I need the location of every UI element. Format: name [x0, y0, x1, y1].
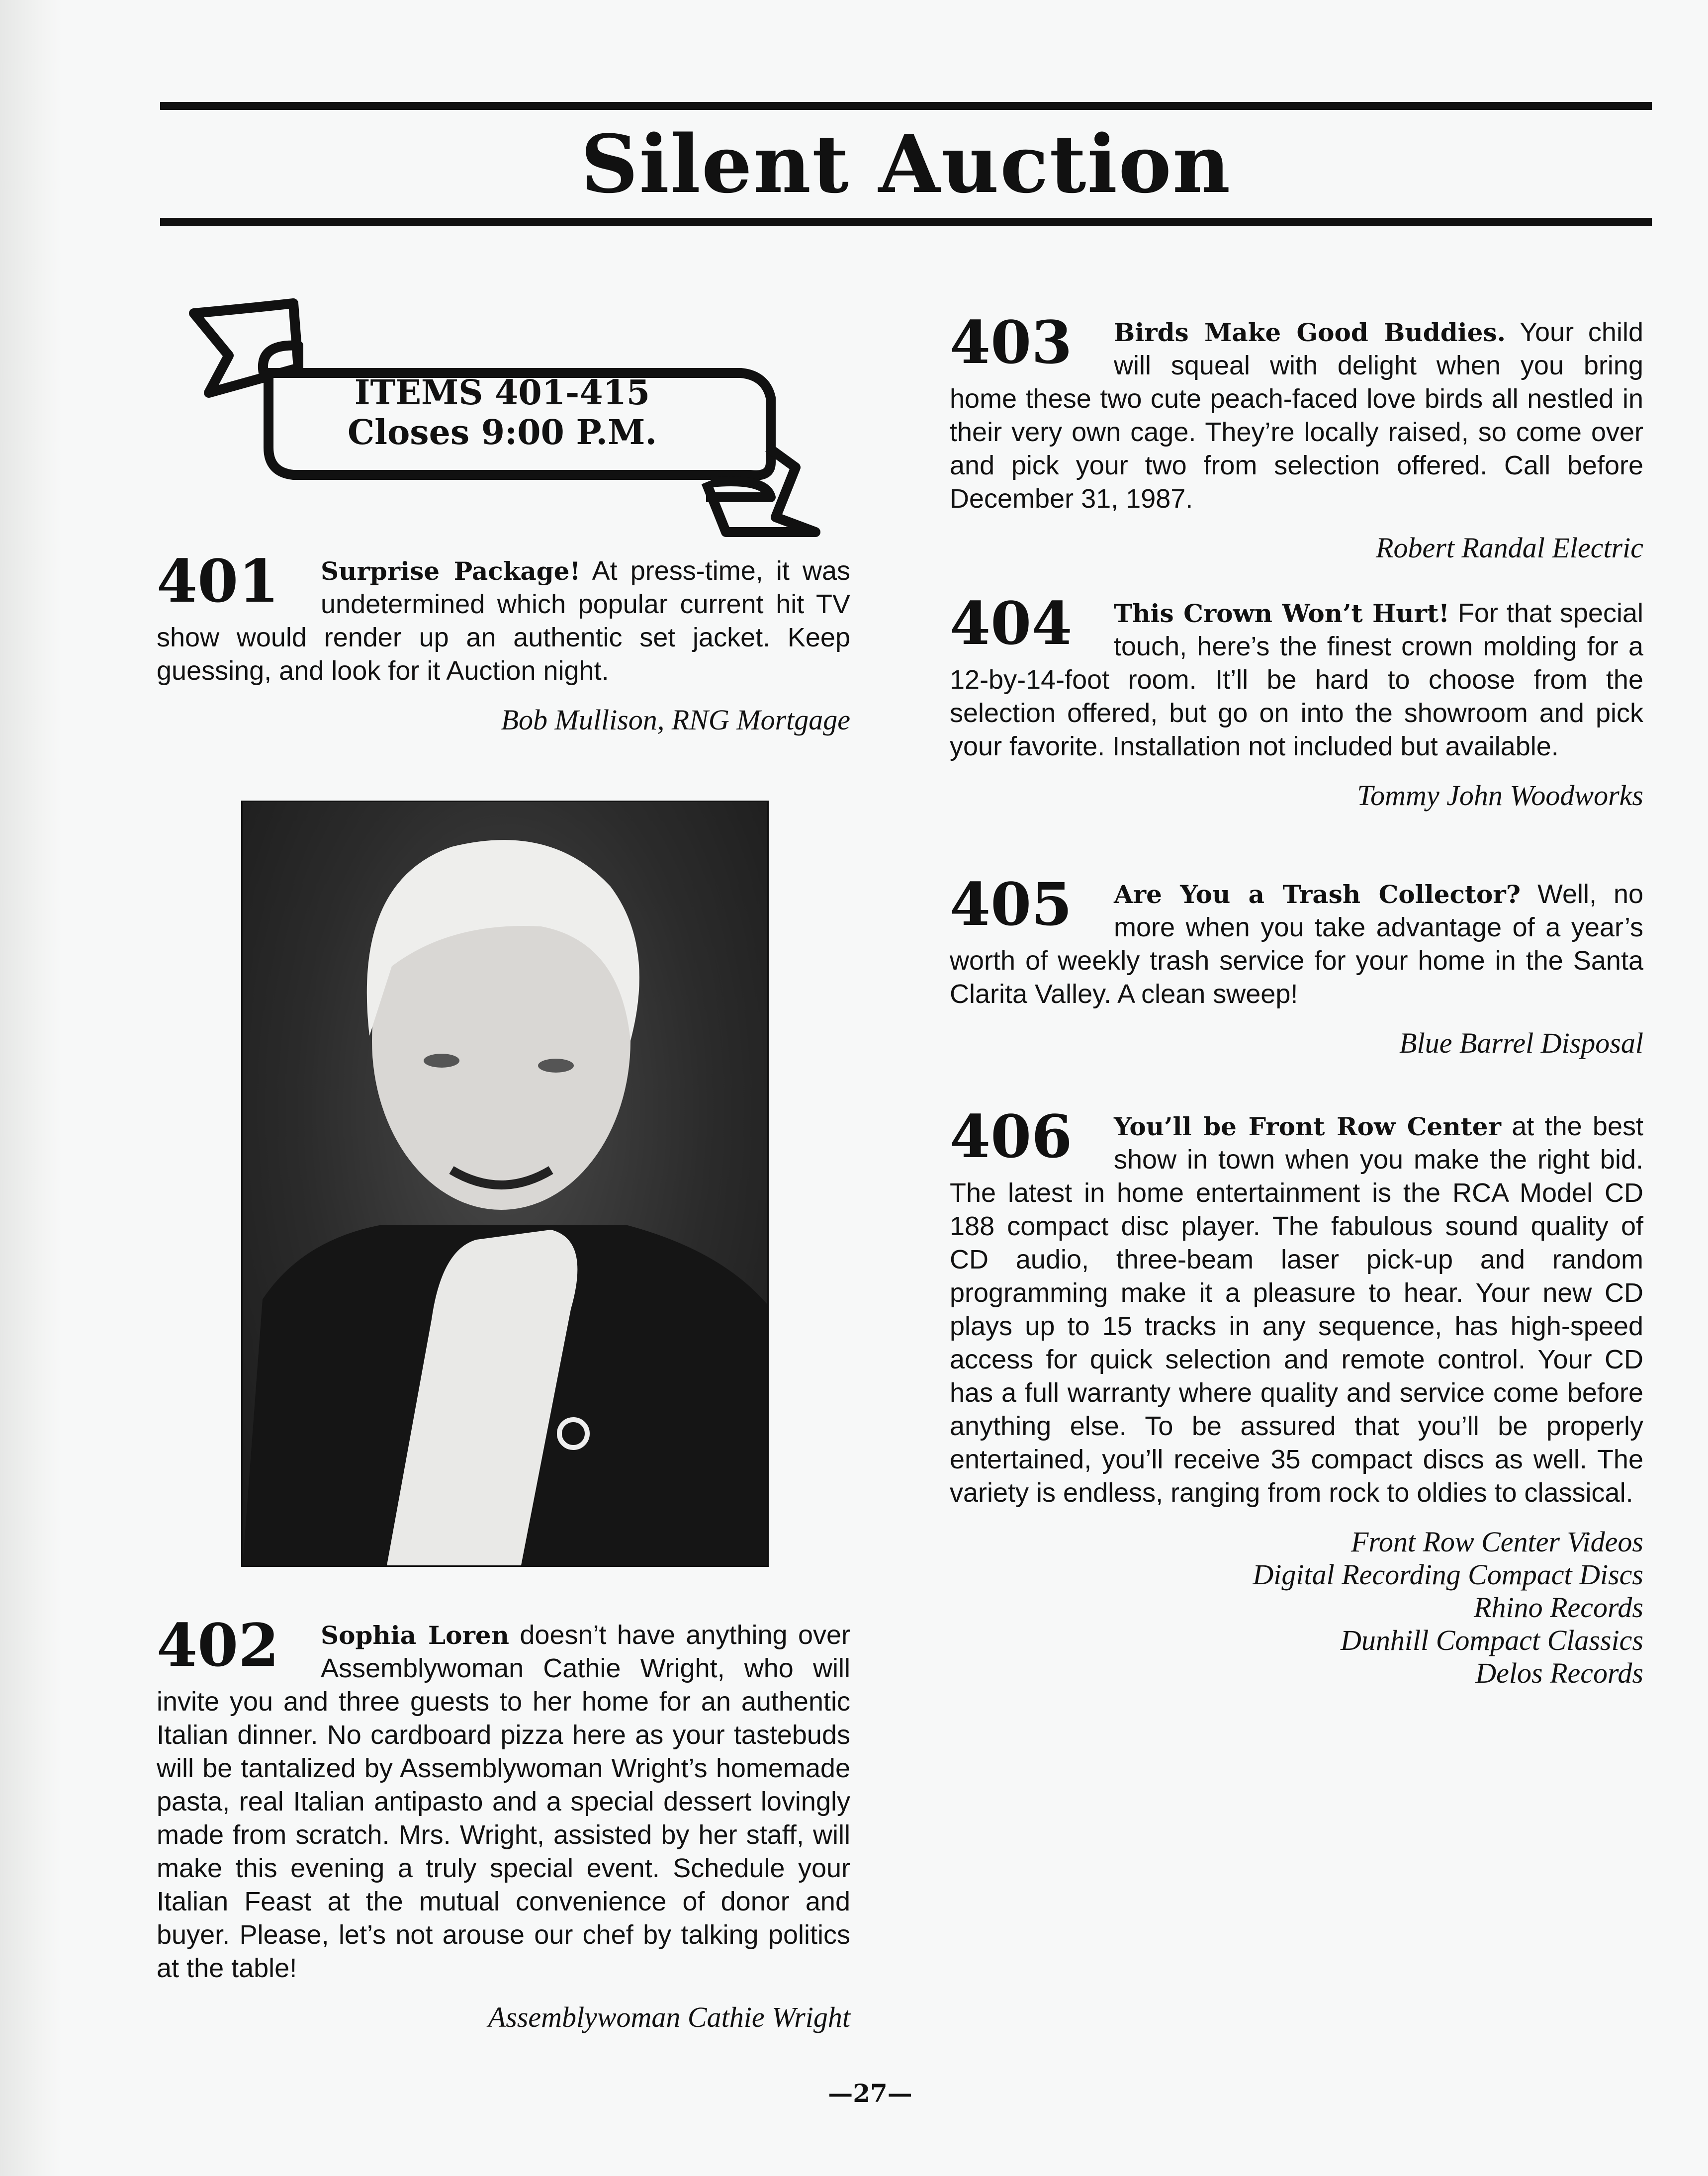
- item-number: 403: [950, 308, 1073, 377]
- item-number: 406: [950, 1102, 1073, 1171]
- item-donors: [950, 1526, 1643, 1690]
- title-rule-top: [160, 102, 1652, 110]
- portrait-illustration: [243, 802, 767, 1565]
- portrait-photo: [241, 801, 769, 1567]
- item-headline: Birds Make Good Buddies.: [1114, 318, 1506, 347]
- donor: Rhino Records: [1474, 1591, 1643, 1624]
- item-donors: [950, 532, 1643, 564]
- item-donors: [950, 1027, 1643, 1060]
- item-donors: [157, 2001, 850, 2034]
- item-number: 404: [950, 589, 1073, 658]
- item-donors: [950, 779, 1643, 812]
- auction-item-401: [157, 546, 850, 736]
- page-gutter: [0, 0, 62, 2176]
- donor: Bob Mullison, RNG Mortgage: [501, 704, 850, 736]
- banner-closing-time: Closes 9:00 P.M.: [347, 413, 657, 453]
- item-number: 401: [157, 546, 279, 616]
- item-headline: Surprise Package!: [321, 556, 581, 586]
- item-donors: [157, 704, 850, 736]
- item-number: 405: [950, 870, 1073, 939]
- auction-item-403: [950, 308, 1643, 564]
- item-text: doesn’t have anything over Assemblywoman Cathie Wright, who will invite you and three guests to her home for an authentic Italian dinner. No cardboard pizza here as your tastebuds will be tantalized by Assemblywoman Wright’s homemade pasta, real Italian antipasto and a special dessert lovingly made from scratch. Mrs. Wright, assisted by her staff, will make this evening a truly special event. Schedule your Italian Feast at the mutual convenience of donor and buyer. Please, let’s not arouse our chef by talking politics at the table!: [157, 1620, 850, 1983]
- auction-item-404: [950, 589, 1643, 812]
- donor: Digital Recording Compact Discs: [1253, 1558, 1643, 1591]
- item-text: At press-time, it was undetermined which popular current hit TV show would render up an authentic set jacket. Keep guessing, and look for it Auction night.: [157, 556, 850, 686]
- donor: Tommy John Woodworks: [1357, 779, 1643, 812]
- item-number: 402: [157, 1611, 279, 1680]
- donor: Dunhill Compact Classics: [1340, 1624, 1643, 1656]
- donor: Blue Barrel Disposal: [1399, 1027, 1643, 1059]
- auction-item-405: [950, 870, 1644, 1060]
- item-text: Well, no more when you take advantage of a year’s worth of weekly trash service for your home in the Santa Clarita Valley. A clean sweep!: [950, 879, 1644, 1009]
- banner-text: [293, 373, 711, 453]
- donor: Robert Randal Electric: [1376, 532, 1643, 564]
- item-headline: Are You a Trash Collector?: [1114, 880, 1521, 909]
- auction-item-406: [950, 1102, 1643, 1690]
- item-headline: This Crown Won’t Hurt!: [1114, 599, 1449, 628]
- donor: Delos Records: [1475, 1657, 1643, 1689]
- item-headline: Sophia Loren: [321, 1621, 509, 1650]
- items-banner: [179, 298, 825, 547]
- banner-items-range: ITEMS 401-415: [354, 373, 650, 413]
- donor: Front Row Center Videos: [1351, 1526, 1643, 1558]
- item-headline: You’ll be Front Row Center: [1114, 1112, 1501, 1141]
- item-text: at the best show in town when you make the right bid. The latest in home entertainment is the RCA Model CD 188 compact disc player. The fabulous sound quality of CD audio, three-beam laser pick-up and random programming make it a pleasure to hear. Your new CD plays up to 15 tracks in any sequence, has high-speed access for quick selection and remote control. Your CD has a full warranty where quality and service come before anything else. To be assured that you’ll be properly entertained, you’ll receive 35 compact discs as well. The variety is endless, ranging from rock to oldies to classical.: [950, 1111, 1643, 1508]
- page-title: Silent Auction: [580, 117, 1232, 211]
- item-text: Your child will squeal with delight when you bring home these two cute peach-faced love birds all nestled in their very own cage. They’re locally raised, so come over and pick your two from selection offered. Call before December 31, 1987.: [950, 317, 1643, 514]
- donor: Assemblywoman Cathie Wright: [488, 2001, 850, 2033]
- page-number: —27—: [828, 2079, 912, 2108]
- auction-item-402: [157, 1611, 850, 2034]
- title-rule-bottom: [160, 218, 1652, 226]
- item-text: For that special touch, here’s the finest crown molding for a 12-by-14-foot room. It’ll be hard to choose from the selection offered, but go on into the showroom and pick your favorite. Installation not included but available.: [950, 598, 1643, 761]
